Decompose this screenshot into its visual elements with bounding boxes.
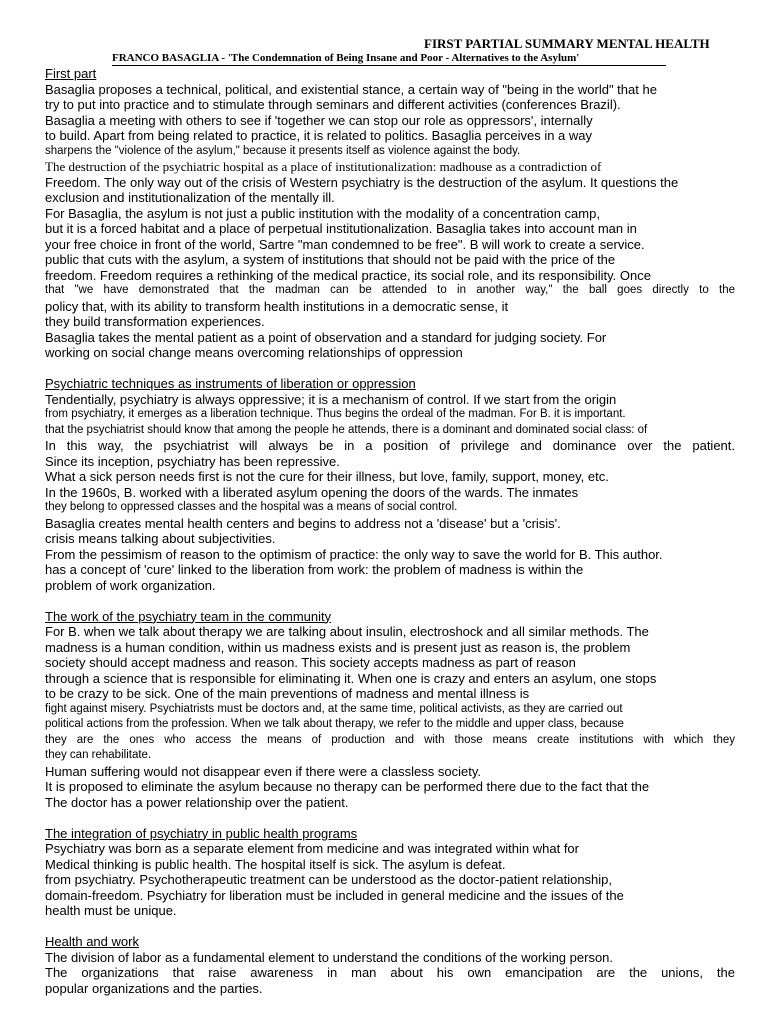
text-line: What a sick person needs first is not the cure for their illness, but love, family, support, money, etc. [45,469,609,484]
text-line: from psychiatry. Psychotherapeutic treatment can be understood as the doctor-patient relationship, [45,872,613,887]
text-line: health must be unique. [45,903,177,918]
text-line: public that cuts with the asylum, a system of institutions that should not be paid with the price of the [45,252,616,267]
text-line: from psychiatry, it emerges as a liberation technique. Thus begins the ordeal of the madman. For B. it is important. [45,408,626,420]
text-line: Since its inception, psychiatry has been repressive. [45,453,340,469]
text-line: In this way, the psychiatrist will always be in a position of privilege and dominance over the patient. [45,438,735,453]
text-line: sharpens the "violence of the asylum," because it presents itself as violence against the body. [45,144,521,157]
text-line: popular organizations and the parties. [45,980,263,996]
text-line: Medical thinking is public health. The hospital itself is sick. The asylum is defeat. [45,856,506,872]
text-line: The destruction of the psychiatric hospital as a place of institutionalization: madhouse as a contradiction of [45,159,602,174]
section-heading: Health and work [45,934,139,949]
text-line: they are the ones who access the means of production and with those means create institutions with which they [45,733,735,746]
section-heading: The integration of psychiatry in public health programs [45,825,358,841]
text-line: The doctor has a power relationship over the patient. [45,794,349,810]
text-line: society should accept madness and reason. This society accepts madness as part of reason [45,655,576,670]
text-line: has a concept of 'cure' linked to the liberation from work: the problem of madness is within the [45,562,584,577]
text-line: Freedom. The only way out of the crisis of Western psychiatry is the destruction of the asylum. It questions the [45,174,679,190]
text-line: to build. Apart from being related to practice, it is related to politics. Basaglia perceives in a way [45,128,593,143]
text-line: From the pessimism of reason to the optimism of practice: the only way to save the world for B. This author. [45,546,663,562]
text-line: freedom. Freedom requires a rethinking of the medical practice, its social role, and its responsibility. Once [45,267,651,283]
text-line: It is proposed to eliminate the asylum because no therapy can be performed there due to the fact that the [45,779,650,794]
text-line: exclusion and institutionalization of the mentally ill. [45,190,335,205]
text-line: Basaglia a meeting with others to see if 'together we can stop our role as oppressors', internally [45,112,593,128]
text-line: In the 1960s, B. worked with a liberated asylum opening the doors of the wards. The inmates [45,484,579,500]
text-line: madness is a human condition, within us madness exists and is present just as reason is, the problem [45,639,631,655]
text-line: Human suffering would not disappear even if there were a classless society. [45,763,481,779]
document-subtitle: FRANCO BASAGLIA - 'The Condemnation of Being Insane and Poor - Alternatives to the Asylum' [112,52,666,66]
text-line: they build transformation experiences. [45,314,265,329]
text-line: problem of work organization. [45,577,216,593]
text-line: Psychiatry was born as a separate element from medicine and was integrated within what for [45,841,579,856]
text-line: they belong to oppressed classes and the hospital was a means of social control. [45,501,458,513]
text-line: For B. when we talk about therapy we are talking about insulin, electroshock and all similar methods. The [45,624,649,639]
text-line: Basaglia proposes a technical, political, and existential stance, a certain way of "being in the world" that he [45,81,657,97]
text-line: try to put into practice and to stimulate through seminars and different activities (conferences Brazil). [45,97,621,112]
text-line: through a science that is responsible for eliminating it. When one is crazy and enters an asylum, one stops [45,670,657,686]
text-line: The organizations that raise awareness in man about his own emancipation are the unions, the [45,965,735,980]
text-line: working on social change means overcoming relationships of oppression [45,345,463,360]
text-line: policy that, with its ability to transform health institutions in a democratic sense, it [45,298,509,314]
text-line: they can rehabilitate. [45,749,152,761]
document-body [45,66,735,996]
text-line: to be crazy to be sick. One of the main preventions of madness and mental illness is [45,686,530,701]
text-line: domain-freedom. Psychiatry for liberation must be included in general medicine and the issues of the [45,887,624,903]
section-heading: The work of the psychiatry team in the community [45,608,332,624]
text-line: that "we have demonstrated that the madman can be attended to in another way," the ball goes directly to the [45,284,735,296]
text-line: Basaglia creates mental health centers and begins to address not a 'disease' but a 'crisis'. [45,515,561,531]
text-line: Basaglia takes the mental patient as a point of observation and a standard for judging society. For [45,329,607,345]
text-line: that the psychiatrist should know that among the people he attends, there is a dominant and dominated social class: of [45,423,648,436]
text-line: For Basaglia, the asylum is not just a public institution with the modality of a concentration camp, [45,205,600,221]
document-title: FIRST PARTIAL SUMMARY MENTAL HEALTH [424,36,710,51]
section-heading: First part [45,66,97,81]
text-line: but it is a forced habitat and a place of perpetual institutionalization. Basaglia takes into account man in [45,221,637,236]
text-line: The division of labor as a fundamental element to understand the conditions of the working person. [45,949,614,965]
text-line: political actions from the profession. When we talk about therapy, we refer to the middle and upper class, because [45,718,624,730]
text-line: fight against misery. Psychiatrists must be doctors and, at the same time, political activists, as they are carried out [45,702,623,715]
text-line: your free choice in front of the world, Sartre "man condemned to be free". B will work to create a service. [45,236,645,252]
text-line: crisis means talking about subjectivities. [45,531,276,546]
section-heading: Psychiatric techniques as instruments of liberation or oppression [45,376,416,391]
text-line: Tendentially, psychiatry is always oppressive; it is a mechanism of control. If we start from the origin [45,391,617,407]
